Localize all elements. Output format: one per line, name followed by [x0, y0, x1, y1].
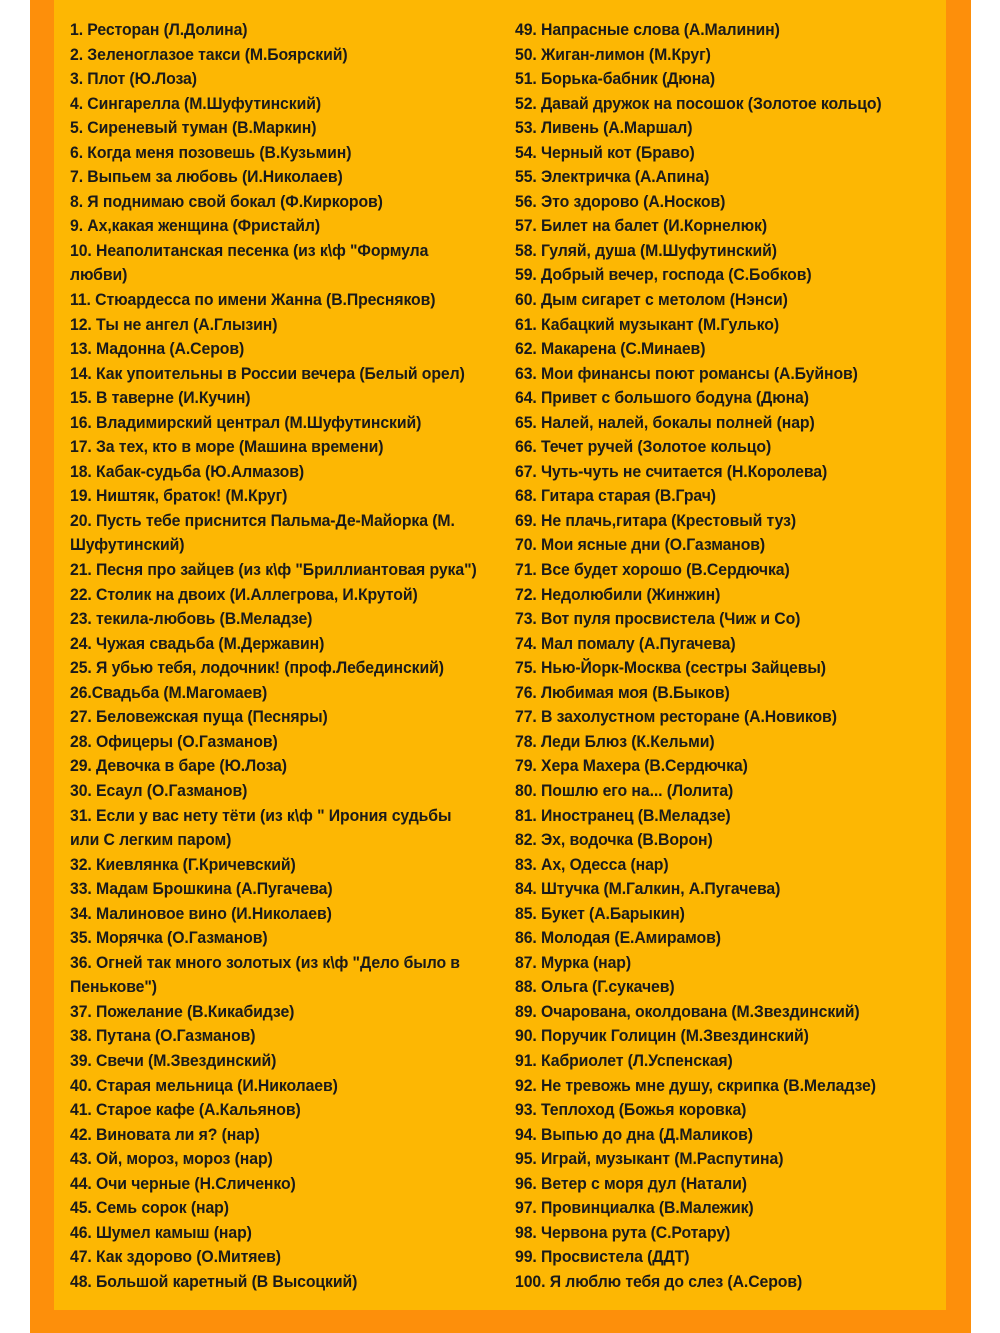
song-list-item: 67. Чуть-чуть не считается (Н.Королева): [515, 461, 828, 481]
song-list-item: 50. Жиган-лимон (М.Круг): [515, 44, 711, 64]
song-list-item: 85. Букет (А.Барыкин): [515, 903, 685, 923]
song-list-item: 62. Макарена (С.Минаев): [515, 339, 706, 359]
song-list-item: 20. Пусть тебе приснится Пальма-Де-Майорка (М.: [70, 510, 455, 530]
song-list-item: 81. Иностранец (В.Меладзе): [515, 805, 731, 825]
song-list-item: 16. Владимирский централ (М.Шуфутинский): [70, 412, 422, 432]
song-list-item: 1. Ресторан (Л.Долина): [70, 20, 248, 39]
song-list-item: 5. Сиреневый туман (В.Маркин): [70, 118, 317, 138]
song-list-item: 78. Леди Блюз (К.Кельми): [515, 731, 715, 751]
song-list-item: 41. Старое кафе (А.Кальянов): [70, 1100, 301, 1120]
song-list-item: 76. Любимая моя (В.Быков): [515, 682, 730, 702]
song-list-item: 29. Девочка в баре (Ю.Лоза): [70, 756, 287, 776]
song-list-item: любви): [70, 265, 128, 285]
song-list-item: 88. Ольга (Г.сукачев): [515, 977, 675, 997]
song-list-item: 37. Пожелание (В.Кикабидзе): [70, 1001, 295, 1021]
song-list-item: 68. Гитара старая (В.Грач): [515, 486, 716, 506]
song-list-item: 3. Плот (Ю.Лоза): [70, 69, 197, 89]
song-list-item: 98. Червона рута (С.Ротару): [515, 1222, 731, 1242]
song-list-item: 89. Очарована, околдована (М.Звездинский): [515, 1001, 860, 1021]
song-list-item: 97. Провинциалка (В.Малежик): [515, 1198, 754, 1218]
song-list-item: 23. текила-любовь (В.Меладзе): [70, 609, 313, 629]
song-list-item: 74. Мал помалу (А.Пугачева): [515, 633, 736, 653]
song-list-item: 31. Если у вас нету тёти (из к\ф " Ирония судьбы: [70, 805, 452, 825]
song-list-item: 57. Билет на балет (И.Корнелюк): [515, 216, 768, 236]
song-list-item: 49. Напрасные слова (А.Малинин): [515, 20, 780, 39]
song-list-item: 73. Вот пуля просвистела (Чиж и Со): [515, 609, 801, 629]
song-list-item: 71. Все будет хорошо (В.Сердючка): [515, 560, 790, 580]
song-list-item: 34. Малиновое вино (И.Николаев): [70, 903, 332, 923]
orange-frame: [30, 0, 971, 1333]
song-list-item: 79. Хера Махера (В.Сердючка): [515, 756, 748, 776]
song-list-item: 17. За тех, кто в море (Машина времени): [70, 437, 384, 457]
song-list-item: 65. Налей, налей, бокалы полней (нар): [515, 412, 815, 432]
song-list-item: 59. Добрый вечер, господа (С.Бобков): [515, 265, 812, 285]
song-list-item: 52. Давай дружок на посошок (Золотое кольцо): [515, 93, 882, 113]
song-list-item: 44. Очи черные (Н.Сличенко): [70, 1173, 296, 1193]
song-list-panel: [54, 0, 946, 1310]
song-list-item: 2. Зеленоглазое такси (М.Боярский): [70, 44, 348, 64]
song-list-item: или С легким паром): [70, 830, 232, 850]
song-list-item: 87. Мурка (нар): [515, 952, 632, 972]
song-list-item: 32. Киевлянка (Г.Кричевский): [70, 854, 296, 874]
song-list-item: 26.Свадьба (М.Магомаев): [70, 682, 268, 702]
song-list-item: 91. Кабриолет (Л.Успенская): [515, 1050, 733, 1070]
song-list-item: 66. Течет ручей (Золотое кольцо): [515, 437, 772, 457]
song-list-item: 35. Морячка (О.Газманов): [70, 928, 268, 948]
song-list-item: 46. Шумел камыш (нар): [70, 1222, 252, 1242]
song-list-item: 90. Поручик Голицин (М.Звездинский): [515, 1026, 809, 1046]
song-list-item: 63. Мои финансы поют романсы (А.Буйнов): [515, 363, 858, 383]
song-list-item: 55. Электричка (А.Апина): [515, 167, 710, 187]
song-list-item: 58. Гуляй, душа (М.Шуфутинский): [515, 240, 777, 260]
song-list-item: 18. Кабак-судьба (Ю.Алмазов): [70, 461, 305, 481]
song-list-item: 72. Недолюбили (Жинжин): [515, 584, 721, 604]
song-list-item: 38. Путана (О.Газманов): [70, 1026, 256, 1046]
song-list-item: 8. Я поднимаю свой бокал (Ф.Киркоров): [70, 191, 383, 211]
song-list-item: 14. Как упоительны в России вечера (Белый орел): [70, 363, 465, 383]
song-list-item: 24. Чужая свадьба (М.Державин): [70, 633, 325, 653]
song-list-item: 83. Ах, Одесса (нар): [515, 854, 669, 874]
song-list-item: 10. Неаполитанская песенка (из к\ф "Формула: [70, 240, 429, 260]
song-list-item: 77. В захолустном ресторане (А.Новиков): [515, 707, 837, 727]
song-list-item: 47. Как здорово (О.Митяев): [70, 1247, 281, 1267]
song-list-item: 11. Стюардесса по имени Жанна (В.Пресняков): [70, 290, 436, 310]
song-list-item: 96. Ветер с моря дул (Натали): [515, 1173, 747, 1193]
song-list-item: 99. Просвистела (ДДТ): [515, 1247, 690, 1267]
song-list-item: 25. Я убью тебя, лодочник! (проф.Лебединский): [70, 658, 444, 678]
song-list-item: 64. Привет с большого бодуна (Дюна): [515, 388, 809, 408]
song-list-item: 84. Штучка (М.Галкин, А.Пугачева): [515, 879, 781, 899]
song-list-item: 19. Ништяк, браток! (М.Круг): [70, 486, 288, 506]
song-list-item: 40. Старая мельница (И.Николаев): [70, 1075, 338, 1095]
song-list-item: 13. Мадонна (А.Серов): [70, 339, 245, 359]
song-list-item: 51. Борька-бабник (Дюна): [515, 69, 716, 89]
song-list-item: 33. Мадам Брошкина (А.Пугачева): [70, 879, 333, 899]
song-list-item: 42. Виновата ли я? (нар): [70, 1124, 260, 1144]
song-list-item: 48. Большой каретный (В Высоцкий): [70, 1271, 358, 1291]
song-list-right-column: [515, 18, 940, 1294]
song-list-item: 53. Ливень (А.Маршал): [515, 118, 693, 138]
song-list-item: 82. Эх, водочка (В.Ворон): [515, 830, 713, 850]
song-list-item: 39. Свечи (М.Звездинский): [70, 1050, 277, 1070]
song-list-item: 92. Не тревожь мне душу, скрипка (В.Меладзе): [515, 1075, 876, 1095]
song-list-item: 7. Выпьем за любовь (И.Николаев): [70, 167, 343, 187]
song-list-item: 70. Мои ясные дни (О.Газманов): [515, 535, 766, 555]
song-list-item: 94. Выпью до дна (Д.Маликов): [515, 1124, 753, 1144]
song-list-item: 12. Ты не ангел (А.Глызин): [70, 314, 278, 334]
song-list-item: 61. Кабацкий музыкант (М.Гулько): [515, 314, 780, 334]
song-list-item: 86. Молодая (Е.Амирамов): [515, 928, 721, 948]
song-list-item: 69. Не плачь,гитара (Крестовый туз): [515, 510, 797, 530]
song-list-item: 4. Сингарелла (М.Шуфутинский): [70, 93, 321, 113]
song-list-item: 56. Это здорово (А.Носков): [515, 191, 726, 211]
song-list-item: 27. Беловежская пуща (Песняры): [70, 707, 328, 727]
song-list-left-column: [70, 18, 515, 1294]
song-list-item: Шуфутинский): [70, 535, 185, 555]
song-list-item: 45. Семь сорок (нар): [70, 1198, 229, 1218]
song-list-item: 54. Черный кот (Браво): [515, 142, 695, 162]
song-list-item: 43. Ой, мороз, мороз (нар): [70, 1149, 273, 1169]
song-list-item: 36. Огней так много золотых (из к\ф "Дело было в: [70, 952, 460, 972]
song-list-item: 21. Песня про зайцев (из к\ф "Бриллиантовая рука"): [70, 560, 477, 580]
song-list-item: 75. Нью-Йорк-Москва (сестры Зайцевы): [515, 658, 826, 678]
song-list-item: 100. Я люблю тебя до слез (А.Серов): [515, 1271, 803, 1291]
song-list-item: 80. Пошлю его на... (Лолита): [515, 780, 734, 800]
song-list-item: 9. Ах,какая женщина (Фристайл): [70, 216, 321, 236]
song-list-item: Пенькове"): [70, 977, 157, 997]
song-list-item: 6. Когда меня позовешь (В.Кузьмин): [70, 142, 352, 162]
song-list-item: 30. Есаул (О.Газманов): [70, 780, 248, 800]
song-list-item: 60. Дым сигарет с метолом (Нэнси): [515, 290, 788, 310]
song-list-item: 93. Теплоход (Божья коровка): [515, 1100, 747, 1120]
song-list-item: 15. В таверне (И.Кучин): [70, 388, 251, 408]
song-list-item: 28. Офицеры (О.Газманов): [70, 731, 278, 751]
song-list-item: 95. Играй, музыкант (М.Распутина): [515, 1149, 784, 1169]
song-list-item: 22. Столик на двоих (И.Аллегрова, И.Крутой): [70, 584, 418, 604]
